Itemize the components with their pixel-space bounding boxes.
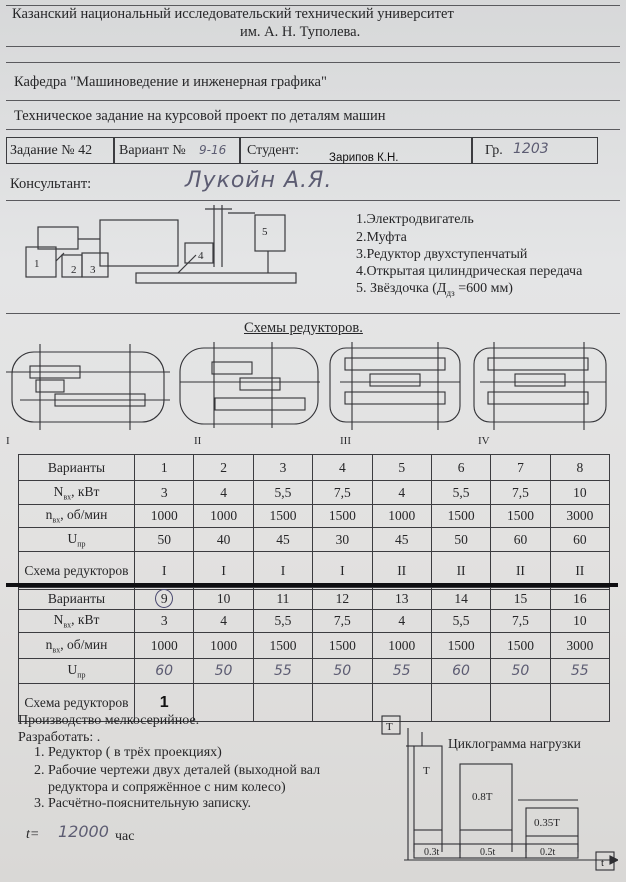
variants-label-2: Варианты (19, 588, 135, 610)
table-row: $U_{пр}$ 50 40 45 30 45 50 60 60 (19, 528, 610, 552)
legend-item-1: 1.Электродвигатель (356, 212, 474, 227)
variants-label: Варианты (19, 455, 135, 481)
header-divider-2 (6, 62, 620, 63)
axis-t-label: t (601, 857, 605, 869)
reducer-label-II: II (194, 435, 202, 447)
time-label-02t: 0.2t (540, 847, 556, 858)
reducer-label-III: III (340, 435, 351, 447)
university-name: Казанский национальный исследовательский технический университет (12, 6, 454, 22)
student-cell (240, 137, 472, 164)
ratio-label-2: $U_{пр}$ (19, 659, 135, 684)
develop-item-2-cont: редуктора и сопряжённое с ним колесо) (48, 780, 286, 795)
time-label: t= (26, 827, 40, 842)
table-row: $U_{пр}$ 60 50 55 50 55 60 50 55 (19, 659, 610, 684)
reducers-divider (6, 313, 620, 314)
scheme-label: Схема редукторов (19, 552, 135, 590)
task-label: Задание № 42 (10, 143, 93, 158)
group-label: Гр. (485, 143, 503, 158)
table-row: $N_{вх}$, кВт 3 4 5,5 7,5 4 5,5 7,5 10 (19, 481, 610, 505)
table-row: $n_{вх}$, об/мин 1000 1000 1500 1500 1000 1500 1500 3000 (19, 505, 610, 528)
consultant-signature: Лукойн А.Я. (185, 168, 333, 193)
load-label-035T: 0.35T (534, 817, 560, 829)
table-row: Схема редукторов I I I I II II II II (19, 552, 610, 590)
table-row: $n_{вх}$, об/мин 1000 1000 1500 1500 1000 1500 1500 3000 (19, 633, 610, 659)
variant-handwritten: 9-16 (199, 143, 227, 157)
drive-scheme (0, 195, 330, 300)
cyclogram-title: Циклограмма нагрузки (448, 736, 581, 751)
task-cell (6, 137, 114, 164)
load-label-T: T (423, 765, 430, 777)
speed-label-2: $n_{вх}$, об/мин (19, 633, 135, 659)
coupling-top (38, 227, 78, 249)
group-handwritten: 1203 (513, 141, 549, 157)
develop-item-3: 3. Расчётно-пояснительную записку. (34, 796, 251, 811)
develop-text: Разработать: . (18, 730, 101, 745)
reducers-title: Схемы редукторов. (244, 320, 363, 336)
legend-item-4: 4.Открытая цилиндрическая передача (356, 264, 583, 279)
ratio-label: $U_{пр}$ (19, 528, 135, 552)
group-cell (472, 137, 598, 164)
variant-label: Вариант № (119, 143, 186, 158)
reducer-II-housing (180, 348, 318, 424)
scheme-label-5: 5 (262, 226, 268, 238)
student-label: Студент: (247, 143, 300, 158)
parameters-table-2 (18, 587, 610, 722)
consultant-label: Консультант: (10, 176, 92, 192)
speed-label: $n_{вх}$, об/мин (19, 505, 135, 528)
header-divider (6, 46, 620, 47)
scheme-label-1: 1 (34, 258, 40, 270)
scheme-label-4: 4 (198, 250, 204, 262)
motor-box (26, 247, 56, 277)
variant-cell (114, 137, 240, 164)
legend-item-3: 3.Редуктор двухступенчатый (356, 247, 528, 262)
table-row: $N_{вх}$, кВт 3 4 5,5 7,5 4 5,5 7,5 10 (19, 610, 610, 633)
load-block-T (414, 746, 442, 830)
scheme-label-3: 3 (90, 264, 96, 276)
production-text: Производство мелкосерийное. (18, 713, 200, 728)
reducer-III-housing (330, 348, 460, 422)
legend-item-2: 2.Муфта (356, 230, 407, 245)
parameters-table-1 (18, 454, 610, 590)
dept-divider (6, 100, 620, 101)
time-unit: час (115, 829, 135, 844)
base-line (136, 273, 296, 283)
reducer-I-housing (12, 352, 164, 422)
time-label-03t: 0.3t (424, 847, 440, 858)
load-label-08T: 0.8T (472, 791, 493, 803)
legend-item-5: 5. Звёздочка ($Д_{дз} =600$ мм) (356, 281, 513, 298)
reducer-box (100, 220, 178, 266)
university-named: им. А. Н. Туполева. (240, 24, 361, 40)
axis-T-label: T (386, 721, 393, 733)
scheme-label-2: 2 (71, 264, 77, 276)
student-name: Зарипов К.Н. (329, 152, 399, 164)
scheme-label-2: Схема редукторов (19, 684, 135, 722)
department-name: Кафедра "Машиноведение и инженерная графика" (14, 74, 327, 90)
table-row: Варианты 1 2 3 4 5 6 7 8 (19, 455, 610, 481)
assignment-title: Техническое задание на курсовой проект по деталям машин (14, 108, 386, 124)
sprocket-box (255, 215, 285, 251)
develop-item-2: 2. Рабочие чертежи двух деталей (выходной вал (34, 763, 321, 778)
power-label: $N_{вх}$, кВт (19, 481, 135, 505)
time-label-05t: 0.5t (480, 847, 496, 858)
reducer-label-I: I (6, 435, 10, 447)
reducer-label-IV: IV (478, 435, 490, 447)
load-cyclogram (378, 712, 618, 876)
power-label-2: $N_{вх}$, кВт (19, 610, 135, 633)
scheme-handwritten: 1 (135, 684, 194, 722)
title-divider (6, 129, 620, 130)
develop-item-1: 1. Редуктор ( в трёх проекциях) (34, 745, 222, 760)
table-row: Варианты 9 10 11 12 13 14 15 16 (19, 588, 610, 610)
selected-variant: 9 (155, 589, 173, 608)
reducer-schemes (0, 338, 626, 450)
time-handwritten: 12000 (58, 822, 109, 841)
